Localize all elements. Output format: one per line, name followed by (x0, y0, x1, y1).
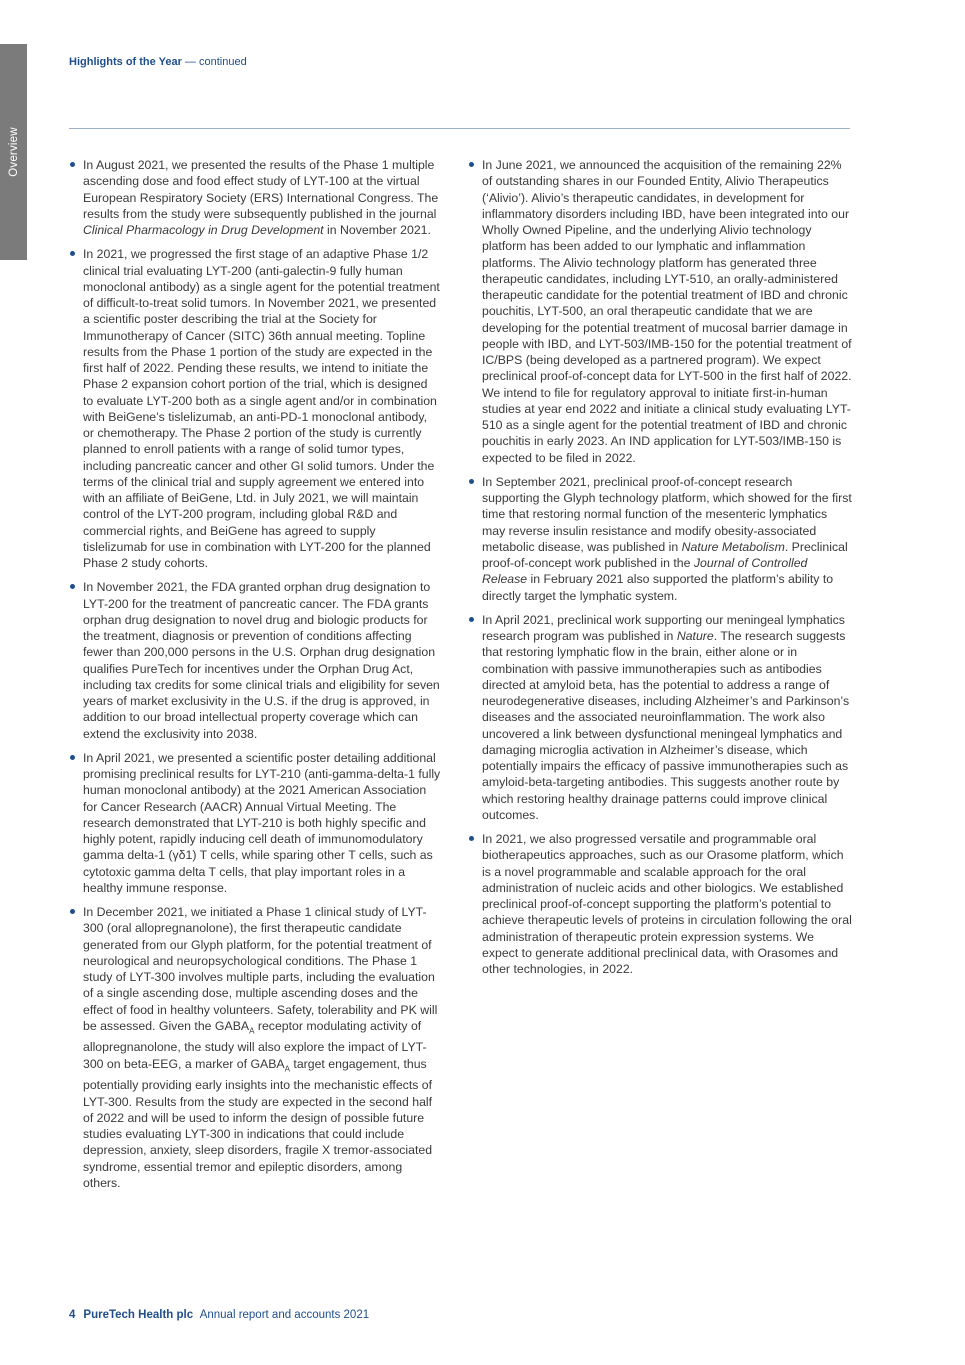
subscript: A (249, 1026, 255, 1036)
header-title: Highlights of the Year (69, 56, 182, 68)
list-item: In September 2021, preclinical proof-of-concept research supporting the Glyph technology platform, which showed for the first time that restoring normal function of the mesenteric lymphatics may reverse insulin resistance and modify obesity-associated metabolic disease, was published in Nature Metabolism. Preclinical proof-of-concept work published in the Journal of Controlled Release in February 2021 also supported the platform’s ability to directly target the lymphatic system. (468, 474, 852, 604)
list-item: In 2021, we progressed the first stage of an adaptive Phase 1/2 clinical trial evaluating LYT-200 (anti-galectin-9 fully human monoclonal antibody) as a single agent for the potential treatment of difficult-to-treat solid tumors. In November 2021, we presented a scientific poster describing the trial at the Society for Immunotherapy of Cancer (SITC) 36th annual meeting. Topline results from the Phase 1 portion of the study are expected in the first half of 2022. Pending these results, we intend to initiate the Phase 2 expansion cohort portion of the trial, which is designed to evaluate LYT-200 both as a single agent and/or in combination with BeiGene’s tislelizumab, an anti-PD-1 monoclonal antibody, or chemotherapy. The Phase 2 portion of the study is currently planned to enroll patients with a range of solid tumor types, including pancreatic cancer and other GI solid tumors. Under the terms of the clinical trial and supply agreement we entered into with an affiliate of BeiGene, Ltd. in July 2021, we will maintain control of the LYT-200 program, including global R&D and commercial rights, and BeiGene has agreed to supply tislelizumab for use in combination with LYT-200 for the planned Phase 2 study cohorts. (69, 246, 441, 571)
page-footer (69, 1309, 369, 1321)
journal-title: Journal of Controlled Release (482, 556, 808, 587)
list-item: In June 2021, we announced the acquisition of the remaining 22% of outstanding shares in our Founded Entity, Alivio Therapeutics (‘Alivio’). Alivio’s therapeutic candidates, in development for inflammatory disorders including IBD, have been integrated into our Wholly Owned Pipeline, and the underlying Alivio technology platform has been added to our lymphatic and inflammation platforms. The Alivio technology platform has generated three therapeutic candidates, including LYT-510, an orally-administered therapeutic candidate for the potential treatment of IBD and chronic pouchitis, LYT-500, an oral therapeutic candidate that we are developing for the potential treatment of mucosal barrier damage in people with IBD, and LYT-503/IMB-150 for the potential treatment of IC/BPS (being developed as a partnered program). We expect preclinical proof-of-concept data for LYT-500 in the first half of 2022. We intend to file for regulatory approval to initiate first-in-human studies at year end 2022 and initiate a clinical study evaluating LYT-510 as a single agent for the potential treatment of IBD and chronic pouchitis in early 2023. An IND application for LYT-503/IMB-150 is expected to be filed in 2022. (468, 157, 852, 466)
list-item: In 2021, we also progressed versatile and programmable oral biotherapeutics approaches, such as our Orasome platform, which is a novel programmable and scalable approach for the oral administration of nucleic acids and other biologics. We established preclinical proof-of-concept supporting the platform’s potential to achieve therapeutic levels of proteins in circulation following the oral administration of therapeutic protein expression systems. We expect to generate additional preclinical data, with Orasomes and other technologies, in 2022. (468, 831, 852, 977)
journal-title: Clinical Pharmacology in Drug Development (83, 223, 324, 237)
page-number: 4 (69, 1309, 76, 1321)
report-title: Annual report and accounts 2021 (199, 1309, 370, 1321)
left-column (69, 157, 441, 1199)
right-column (468, 157, 852, 985)
right-bullet-list (468, 157, 852, 977)
company-name: PureTech Health plc (83, 1309, 194, 1321)
header-suffix: — continued (181, 56, 247, 68)
list-item: In April 2021, preclinical work supporting our meningeal lymphatics research program was published in Nature. The research suggests that restoring lymphatic flow in the brain, either alone or in combination with passive immunotherapies such as antibodies directed at amyloid beta, has the potential to address a range of neurodegenerative diseases, including Alzheimer’s and Parkinson’s diseases and the associated neuroinflammation. The work also uncovered a link between dysfunctional meningeal lymphatics and damaging microglia activation in Alzheimer’s disease, which potentially impairs the efficacy of passive immunotherapies such as amyloid-beta-targeting antibodies. This suggests another route by which restoring healthy drainage patterns could improve clinical outcomes. (468, 612, 852, 823)
journal-title: Nature (676, 629, 714, 643)
header-divider (69, 128, 850, 129)
subscript: A (284, 1064, 290, 1074)
section-tab-overview (0, 44, 27, 260)
list-item: In December 2021, we initiated a Phase 1 clinical study of LYT-300 (oral allopregnanolone), the first therapeutic candidate generated from our Glyph platform, for the potential treatment of neurological and neuropsychological conditions. The Phase 1 study of LYT-300 involves multiple parts, including the evaluation of a single ascending dose, multiple ascending doses and the effect of food in healthy volunteers. Safety, tolerability and PK will be assessed. Given the $GABA_A$ receptor modulating activity of allopregnanolone, the study will also explore the impact of LYT-300 on beta-EEG, a marker of $GABA_A$ target engagement, thus potentially providing early insights into the mechanistic effects of LYT-300. Results from the study are expected in the second half of 2022 and will be used to inform the design of possible future studies evaluating LYT-300 in indications that could include depression, anxiety, sleep disorders, fragile X tremor-associated syndrome, essential tremor and epileptic disorders, among others. (69, 904, 441, 1191)
list-item: In November 2021, the FDA granted orphan drug designation to LYT-200 for the treatment of pancreatic cancer. The FDA grants orphan drug designation to novel drug and biologic products for the treatment, diagnosis or prevention of conditions affecting fewer than 200,000 persons in the U.S. Orphan drug designation qualifies PureTech for incentives under the Orphan Drug Act, including tax credits for some clinical trials and eligibility for seven years of market exclusivity in the U.S. if the drug is approved, in addition to our broad intellectual property coverage which can extend the exclusivity into 2038. (69, 579, 441, 742)
list-item: In August 2021, we presented the results of the Phase 1 multiple ascending dose and food effect study of LYT-100 at the virtual European Respiratory Society (ERS) International Congress. The results from the study were subsequently published in the journal Clinical Pharmacology in Drug Development in November 2021. (69, 157, 441, 238)
journal-title: Nature Metabolism (681, 539, 785, 554)
page-header (69, 56, 247, 68)
list-item: In April 2021, we presented a scientific poster detailing additional promising preclinical results for LYT-210 (anti-gamma-delta-1 fully human monoclonal antibody) at the 2021 American Association for Cancer Research (AACR) Annual Virtual Meeting. The research demonstrated that LYT-210 is both highly specific and highly potent, rapidly inducing cell death of immunomodulatory gamma delta-1 (γδ1) T cells, while sparing other T cells, such as cytotoxic gamma delta T cells, that play important roles in a healthy immune response. (69, 750, 441, 896)
section-tab-label: Overview (7, 127, 20, 177)
left-bullet-list (69, 157, 441, 1191)
